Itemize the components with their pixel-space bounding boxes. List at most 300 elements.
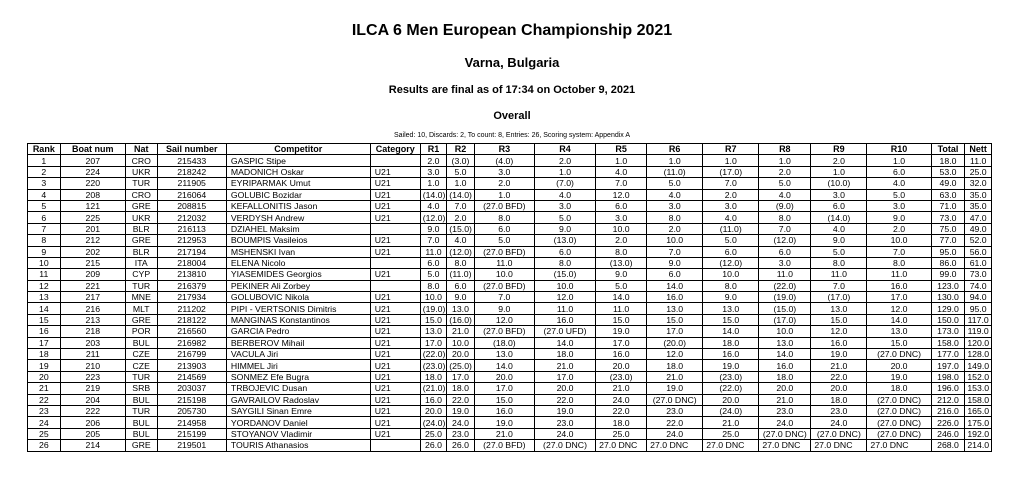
table-cell: 10.0 (534, 280, 595, 291)
table-cell: 117.0 (965, 314, 992, 325)
table-cell: 19.0 (867, 371, 931, 382)
table-cell: 25.0 (420, 428, 447, 439)
table-cell: 24.0 (811, 417, 867, 428)
table-cell: 211202 (157, 303, 226, 314)
table-cell: 17.0 (867, 292, 931, 303)
table-cell: 12.0 (867, 303, 931, 314)
table-cell: 15.0 (647, 314, 703, 325)
table-cell (370, 257, 420, 268)
table-cell: 120.0 (965, 337, 992, 348)
table-cell: VACULA Jiri (226, 349, 370, 360)
table-cell: GOLUBIC Bozidar (226, 189, 370, 200)
table-cell: U21 (370, 337, 420, 348)
table-cell: 77.0 (931, 235, 965, 246)
table-cell: 192.0 (965, 428, 992, 439)
table-cell: 213 (60, 314, 125, 325)
results-table (27, 143, 992, 452)
table-header-row (28, 144, 992, 155)
table-cell: 2.0 (447, 212, 475, 223)
table-cell: 9.0 (647, 257, 703, 268)
table-cell: 206 (60, 417, 125, 428)
table-cell: 216379 (157, 280, 226, 291)
table-cell: 24.0 (534, 428, 595, 439)
table-cell: 10.0 (596, 223, 647, 234)
table-row (28, 383, 992, 394)
table-cell: 12.0 (474, 314, 534, 325)
table-cell: (20.0) (647, 337, 703, 348)
table-cell: (27.0 DNC) (811, 428, 867, 439)
table-cell: (27.0 DNC) (867, 405, 931, 416)
table-cell: 7.0 (474, 292, 534, 303)
table-cell: 121 (60, 200, 125, 211)
table-cell: 15 (28, 314, 61, 325)
table-cell: 35.0 (965, 200, 992, 211)
table-cell: BUL (125, 337, 157, 348)
table-cell: TUR (125, 405, 157, 416)
table-cell: 16 (28, 326, 61, 337)
table-cell: (14.0) (811, 212, 867, 223)
table-cell: 14 (28, 303, 61, 314)
table-cell: (27.0 DNC) (867, 394, 931, 405)
table-row (28, 280, 992, 291)
table-cell: 23.0 (647, 405, 703, 416)
table-cell: 10.0 (420, 292, 447, 303)
table-cell: (3.0) (447, 155, 475, 166)
table-cell: 7.0 (759, 223, 811, 234)
table-cell: 214569 (157, 371, 226, 382)
table-cell: 208 (60, 189, 125, 200)
table-cell: 173.0 (931, 326, 965, 337)
table-cell: (11.0) (647, 166, 703, 177)
table-cell: 15.0 (703, 314, 759, 325)
table-cell: 216982 (157, 337, 226, 348)
table-cell: 23.0 (534, 417, 595, 428)
table-cell: 11 (28, 269, 61, 280)
table-cell: 6.0 (703, 246, 759, 257)
table-cell: 8.0 (420, 280, 447, 291)
table-cell: 5 (28, 200, 61, 211)
table-cell: (19.0) (759, 292, 811, 303)
table-cell: 5.0 (420, 269, 447, 280)
table-cell (370, 155, 420, 166)
table-cell: U21 (370, 246, 420, 257)
table-cell: 27.0 DNC (596, 440, 647, 451)
table-cell: (27.0 BFD) (474, 200, 534, 211)
table-cell: (17.0) (811, 292, 867, 303)
table-body (28, 155, 992, 451)
table-cell: 7.0 (867, 246, 931, 257)
table-cell: GRE (125, 200, 157, 211)
table-cell: 215 (60, 257, 125, 268)
table-cell: 17.0 (447, 371, 475, 382)
table-cell: 226.0 (931, 417, 965, 428)
table-cell: 16.0 (474, 405, 534, 416)
table-cell: 14.0 (474, 360, 534, 371)
table-cell: 11.0 (534, 303, 595, 314)
table-cell: 47.0 (965, 212, 992, 223)
table-cell: 222 (60, 405, 125, 416)
table-cell: MANGINAS Konstantinos (226, 314, 370, 325)
table-row (28, 257, 992, 268)
table-row (28, 417, 992, 428)
table-cell: U21 (370, 292, 420, 303)
table-cell: 22.0 (811, 371, 867, 382)
table-cell: (27.0 BFD) (474, 246, 534, 257)
table-cell: 24.0 (647, 428, 703, 439)
table-cell: 203037 (157, 383, 226, 394)
table-cell: 16.0 (534, 314, 595, 325)
table-cell: 225 (60, 212, 125, 223)
table-cell: 27.0 DNC (703, 440, 759, 451)
table-cell: 3 (28, 178, 61, 189)
table-cell: (23.0) (596, 371, 647, 382)
table-cell: ITA (125, 257, 157, 268)
table-cell: 219 (60, 383, 125, 394)
table-cell: 52.0 (965, 235, 992, 246)
table-cell: 17.0 (474, 383, 534, 394)
table-cell: 21 (28, 383, 61, 394)
table-cell: 15.0 (811, 314, 867, 325)
table-cell: 215433 (157, 155, 226, 166)
table-cell: 13.0 (759, 337, 811, 348)
table-cell: 20.0 (420, 405, 447, 416)
table-cell: (24.0) (420, 417, 447, 428)
table-cell: 216799 (157, 349, 226, 360)
table-cell: U21 (370, 405, 420, 416)
table-row (28, 269, 992, 280)
table-cell: EYRIPARMAK Umut (226, 178, 370, 189)
table-cell: 20.0 (596, 360, 647, 371)
table-row (28, 371, 992, 382)
table-cell: (15.0) (759, 303, 811, 314)
table-cell: 165.0 (965, 405, 992, 416)
table-cell: 3.0 (534, 200, 595, 211)
table-cell: 5.0 (474, 235, 534, 246)
table-cell: 2.0 (867, 223, 931, 234)
table-cell: 18.0 (931, 155, 965, 166)
table-cell (370, 280, 420, 291)
table-cell: 6.0 (759, 246, 811, 257)
table-cell: 5.0 (647, 178, 703, 189)
table-cell: 5.0 (703, 235, 759, 246)
table-cell: 3.0 (420, 166, 447, 177)
table-cell: 10.0 (703, 269, 759, 280)
table-cell: 9.0 (703, 292, 759, 303)
table-cell: 16.0 (811, 337, 867, 348)
table-cell: 17.0 (534, 371, 595, 382)
table-cell: 21.0 (647, 371, 703, 382)
table-row (28, 292, 992, 303)
table-cell: 15.0 (596, 314, 647, 325)
table-cell: 2.0 (811, 155, 867, 166)
table-cell: 26.0 (420, 440, 447, 451)
table-cell: 27.0 DNC (647, 440, 703, 451)
table-cell: 9 (28, 246, 61, 257)
table-cell: 15.0 (474, 394, 534, 405)
table-cell: 22 (28, 394, 61, 405)
table-row (28, 212, 992, 223)
table-cell: 216.0 (931, 405, 965, 416)
scoring-summary: Sailed: 10, Discards: 2, To count: 8, Entries: 26, Scoring system: Appendix A (393, 132, 631, 139)
table-cell: DZIAHEL Maksim (226, 223, 370, 234)
table-cell: 205730 (157, 405, 226, 416)
table-row (28, 440, 992, 451)
table-cell: 217194 (157, 246, 226, 257)
table-cell: 8.0 (474, 212, 534, 223)
table-cell: 223 (60, 371, 125, 382)
table-cell: (22.0) (703, 383, 759, 394)
table-cell: 27.0 DNC (759, 440, 811, 451)
table-row (28, 405, 992, 416)
table-cell: (7.0) (534, 178, 595, 189)
table-cell: 26 (28, 440, 61, 451)
table-cell: 197.0 (931, 360, 965, 371)
column-header: R2 (447, 144, 475, 155)
table-cell: BLR (125, 223, 157, 234)
table-cell: 5.0 (759, 178, 811, 189)
table-cell: 6.0 (474, 223, 534, 234)
table-cell: 21.0 (703, 417, 759, 428)
table-cell: 13.0 (447, 303, 475, 314)
table-cell: CRO (125, 155, 157, 166)
table-cell: 63.0 (931, 189, 965, 200)
table-cell: YIASEMIDES Georgios (226, 269, 370, 280)
table-cell: U21 (370, 166, 420, 177)
table-cell: 16.0 (420, 394, 447, 405)
table-cell: 2.0 (534, 155, 595, 166)
table-cell: (15.0) (447, 223, 475, 234)
table-cell: CZE (125, 349, 157, 360)
table-cell: 2 (28, 166, 61, 177)
table-cell: 1.0 (474, 189, 534, 200)
table-cell: 4.0 (596, 166, 647, 177)
table-cell: 25.0 (703, 428, 759, 439)
table-cell: 32.0 (965, 178, 992, 189)
venue-subtitle: Varna, Bulgaria (464, 55, 560, 70)
table-cell: 216113 (157, 223, 226, 234)
table-cell: 25.0 (965, 166, 992, 177)
table-cell: 3.0 (703, 200, 759, 211)
table-cell: 13.0 (703, 303, 759, 314)
table-cell: 211905 (157, 178, 226, 189)
table-cell: 19.0 (647, 383, 703, 394)
table-cell: 8.0 (867, 257, 931, 268)
table-cell: 9.0 (867, 212, 931, 223)
table-cell: 18.0 (596, 417, 647, 428)
table-cell: 7.0 (703, 178, 759, 189)
column-header: Nett (965, 144, 992, 155)
table-cell: 24.0 (447, 417, 475, 428)
table-cell: STOYANOV Vladimir (226, 428, 370, 439)
table-cell: 24.0 (759, 417, 811, 428)
table-cell: U21 (370, 383, 420, 394)
page-title: ILCA 6 Men European Championship 2021 (351, 22, 673, 39)
table-cell: 212032 (157, 212, 226, 223)
table-cell: 2.0 (703, 189, 759, 200)
table-cell: 22.0 (447, 394, 475, 405)
table-cell: 22.0 (647, 417, 703, 428)
results-status: Results are final as of 17:34 on October 9, 2021 (388, 84, 636, 96)
table-cell: (14.0) (420, 189, 447, 200)
table-cell: 214958 (157, 417, 226, 428)
column-header: Rank (28, 144, 61, 155)
table-cell: BUL (125, 394, 157, 405)
table-cell: (27.0 UFD) (534, 326, 595, 337)
table-cell: 19 (28, 360, 61, 371)
table-cell: 1 (28, 155, 61, 166)
table-cell: 8.0 (534, 257, 595, 268)
table-row (28, 326, 992, 337)
table-cell: 2.0 (474, 178, 534, 189)
table-cell: 3.0 (867, 200, 931, 211)
table-cell: 13.0 (647, 303, 703, 314)
table-cell: (13.0) (596, 257, 647, 268)
table-cell: 5.0 (534, 212, 595, 223)
table-cell: 12.0 (811, 326, 867, 337)
table-cell: POR (125, 326, 157, 337)
table-cell: 128.0 (965, 349, 992, 360)
table-cell: BLR (125, 246, 157, 257)
table-cell: 4.0 (759, 189, 811, 200)
table-cell: U21 (370, 269, 420, 280)
table-cell: CYP (125, 269, 157, 280)
column-header: R10 (867, 144, 931, 155)
table-cell: 8 (28, 235, 61, 246)
table-cell: 130.0 (931, 292, 965, 303)
table-cell: 152.0 (965, 371, 992, 382)
table-cell: 21.0 (474, 428, 534, 439)
table-cell: 218242 (157, 166, 226, 177)
table-row (28, 428, 992, 439)
table-row (28, 178, 992, 189)
table-cell: 10 (28, 257, 61, 268)
table-cell: 129.0 (931, 303, 965, 314)
table-row (28, 246, 992, 257)
table-cell: U21 (370, 349, 420, 360)
table-cell: 8.0 (811, 257, 867, 268)
table-cell: 1.0 (447, 178, 475, 189)
table-cell: 158.0 (965, 394, 992, 405)
table-cell: (17.0) (759, 314, 811, 325)
table-cell: 4.0 (447, 235, 475, 246)
table-cell: U21 (370, 235, 420, 246)
table-cell: U21 (370, 417, 420, 428)
table-cell: 6.0 (647, 269, 703, 280)
table-cell: 219501 (157, 440, 226, 451)
table-cell: 19.0 (703, 360, 759, 371)
table-cell: 17.0 (420, 337, 447, 348)
table-cell: (4.0) (474, 155, 534, 166)
table-cell: 217934 (157, 292, 226, 303)
table-row (28, 303, 992, 314)
table-cell: 14.0 (534, 337, 595, 348)
table-cell: MNE (125, 292, 157, 303)
column-header: Total (931, 144, 965, 155)
table-cell: (11.0) (447, 269, 475, 280)
table-cell: 23.0 (447, 428, 475, 439)
table-cell: BUL (125, 428, 157, 439)
table-cell: 8.0 (703, 280, 759, 291)
table-cell: (22.0) (420, 349, 447, 360)
table-cell: 7.0 (647, 246, 703, 257)
table-cell: 204 (60, 394, 125, 405)
table-cell: 20.0 (447, 349, 475, 360)
table-cell: 74.0 (965, 280, 992, 291)
table-cell: 214 (60, 440, 125, 451)
table-cell: 14.0 (703, 326, 759, 337)
table-cell: UKR (125, 166, 157, 177)
table-cell: 21.0 (596, 383, 647, 394)
table-cell: SAYGILI Sinan Emre (226, 405, 370, 416)
table-row (28, 394, 992, 405)
table-cell: 7.0 (447, 200, 475, 211)
table-cell: 16.0 (596, 349, 647, 360)
table-cell: 11.0 (867, 269, 931, 280)
table-cell: 1.0 (703, 155, 759, 166)
table-cell: U21 (370, 178, 420, 189)
table-cell: TRBOJEVIC Dusan (226, 383, 370, 394)
table-cell: 15.0 (420, 314, 447, 325)
table-cell: 14.0 (596, 292, 647, 303)
table-cell: 18.0 (534, 349, 595, 360)
table-cell: KEFALLONITIS Jason (226, 200, 370, 211)
table-cell: 10.0 (447, 337, 475, 348)
table-cell: 12.0 (596, 189, 647, 200)
table-cell: 18.0 (703, 337, 759, 348)
table-cell: 9.0 (474, 303, 534, 314)
table-cell: 7.0 (596, 178, 647, 189)
table-cell: UKR (125, 212, 157, 223)
table-cell: 5.0 (447, 166, 475, 177)
table-cell: 18.0 (447, 383, 475, 394)
table-cell: 211 (60, 349, 125, 360)
table-cell: 12.0 (647, 349, 703, 360)
table-cell: (27.0 BFD) (474, 280, 534, 291)
table-cell: 6 (28, 212, 61, 223)
table-cell: 11.0 (811, 269, 867, 280)
table-cell: SONMEZ Efe Bugra (226, 371, 370, 382)
column-header: R7 (703, 144, 759, 155)
table-cell: MSHENSKI Ivan (226, 246, 370, 257)
table-cell: 21.0 (759, 394, 811, 405)
table-cell: PEKINER Ali Zorbey (226, 280, 370, 291)
table-cell: 27.0 DNC (867, 440, 931, 451)
table-cell: 18.0 (811, 394, 867, 405)
table-cell: U21 (370, 189, 420, 200)
table-cell: 94.0 (965, 292, 992, 303)
table-cell: 246.0 (931, 428, 965, 439)
table-cell: 150.0 (931, 314, 965, 325)
table-cell: 213810 (157, 269, 226, 280)
table-cell: BERBEROV Mihail (226, 337, 370, 348)
table-cell: 95.0 (965, 303, 992, 314)
table-cell: 49.0 (965, 223, 992, 234)
table-cell: BOUMPIS Vasileios (226, 235, 370, 246)
table-cell: 20.0 (474, 371, 534, 382)
table-cell: MADONICH Oskar (226, 166, 370, 177)
table-cell: 196.0 (931, 383, 965, 394)
table-cell: 25.0 (596, 428, 647, 439)
table-cell: 4.0 (811, 223, 867, 234)
table-cell: 10.0 (474, 269, 534, 280)
table-cell: 22.0 (596, 405, 647, 416)
table-cell: 4 (28, 189, 61, 200)
table-cell: SRB (125, 383, 157, 394)
table-cell: 4.0 (534, 189, 595, 200)
table-cell: 3.0 (759, 257, 811, 268)
table-cell: 23 (28, 405, 61, 416)
table-cell: 1.0 (420, 178, 447, 189)
